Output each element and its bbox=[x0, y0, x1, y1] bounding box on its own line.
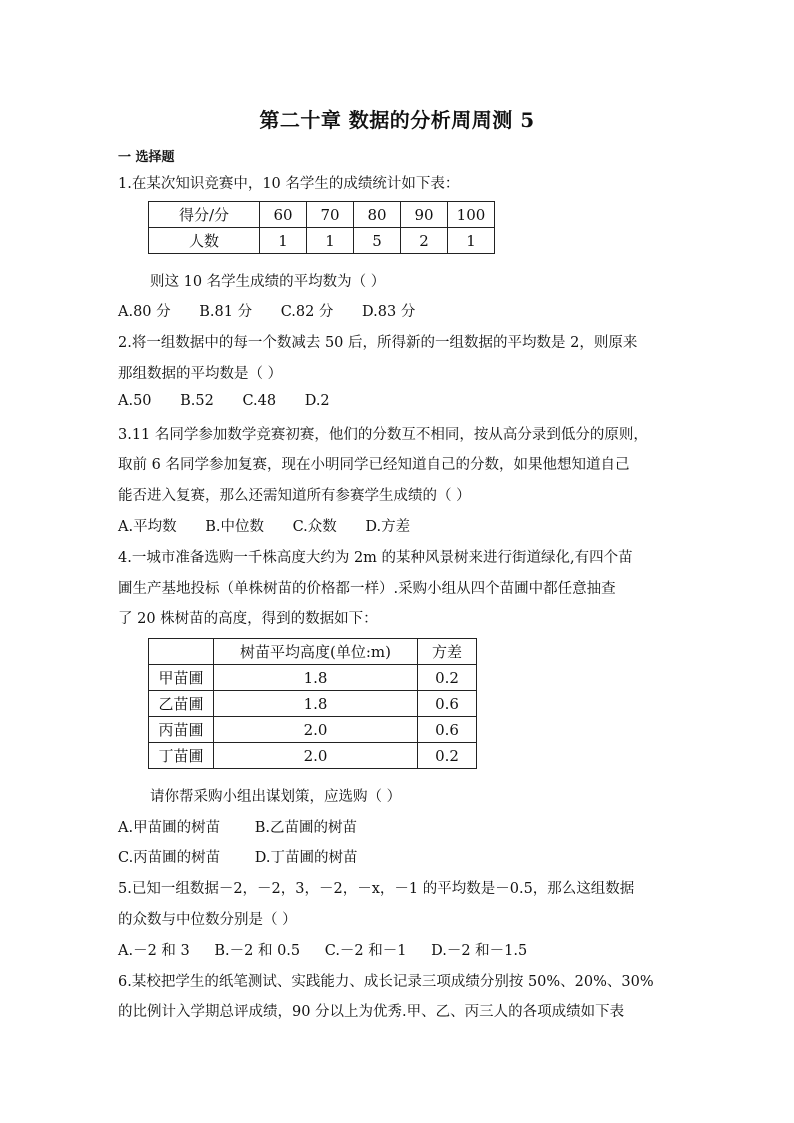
table-cell: 1 bbox=[260, 228, 307, 254]
table-cell: 1 bbox=[307, 228, 354, 254]
option-c: C.众数 bbox=[292, 519, 337, 535]
option-d: D.2 bbox=[304, 393, 330, 409]
option-d: D.83 分 bbox=[362, 304, 416, 320]
q6-line-1: 6.某校把学生的纸笔测试、实践能力、成长记录三项成绩分别按 50%、20%、30% bbox=[118, 974, 654, 990]
table-cell: 1.8 bbox=[214, 665, 418, 691]
option-b: B.中位数 bbox=[205, 519, 264, 535]
table-row bbox=[149, 691, 477, 717]
table-cell: 90 bbox=[401, 202, 448, 228]
q1-score-table bbox=[148, 201, 495, 254]
table-cell: 得分/分 bbox=[149, 202, 260, 228]
table-row bbox=[149, 202, 495, 228]
table-cell: 0.6 bbox=[418, 691, 477, 717]
table-cell: 人数 bbox=[149, 228, 260, 254]
table-cell: 丙苗圃 bbox=[149, 717, 214, 743]
q1-stem: 1.在某次知识竞赛中，10 名学生的成绩统计如下表： bbox=[118, 176, 460, 192]
table-cell: 2.0 bbox=[214, 743, 418, 769]
table-cell: 2.0 bbox=[214, 717, 418, 743]
table-cell: 60 bbox=[260, 202, 307, 228]
option-a: A.80 分 bbox=[118, 304, 171, 320]
table-row bbox=[149, 665, 477, 691]
table-header-cell: 方差 bbox=[418, 639, 477, 665]
q3-line-1: 3.11 名同学参加数学竞赛初赛，他们的分数互不相同，按从高分录到低分的原则， bbox=[118, 427, 648, 443]
q3-options bbox=[118, 515, 434, 536]
q1-question: 则这 10 名学生成绩的平均数为（ ） bbox=[150, 274, 386, 290]
table-cell bbox=[149, 639, 214, 665]
q4-question: 请你帮采购小组出谋划策，应选购（ ） bbox=[150, 789, 402, 805]
q5-line-1: 5.已知一组数据－2，－2，3，－2，－x，－1 的平均数是－0.5，那么这组数据 bbox=[118, 881, 635, 897]
table-cell: 甲苗圃 bbox=[149, 665, 214, 691]
option-c: C.82 分 bbox=[280, 304, 334, 320]
q6-line-2: 的比例计入学期总评成绩，90 分以上为优秀.甲、乙、丙三人的各项成绩如下表 bbox=[118, 1004, 625, 1020]
option-b: B.52 bbox=[180, 393, 214, 409]
option-a: A.－2 和 3 bbox=[118, 943, 190, 959]
option-d: D.－2 和－1.5 bbox=[431, 943, 528, 959]
table-cell: 0.2 bbox=[418, 743, 477, 769]
option-b: B.乙苗圃的树苗 bbox=[254, 820, 357, 836]
q2-options bbox=[118, 393, 354, 409]
table-cell: 乙苗圃 bbox=[149, 691, 214, 717]
q3-line-2: 取前 6 名同学参加复赛，现在小明同学已经知道自己的分数，如果他想知道自己 bbox=[118, 457, 630, 473]
option-a: A.甲苗圃的树苗 bbox=[118, 820, 221, 836]
table-header-cell: 树苗平均高度(单位:m) bbox=[214, 639, 418, 665]
q2-line-1: 2.将一组数据中的每一个数减去 50 后，所得新的一组数据的平均数是 2，则原来 bbox=[118, 335, 638, 351]
q4-line-2: 圃生产基地投标（单株树苗的价格都一样）.采购小组从四个苗圃中都任意抽查 bbox=[118, 581, 616, 597]
table-cell: 100 bbox=[448, 202, 495, 228]
table-cell: 70 bbox=[307, 202, 354, 228]
q3-line-3: 能否进入复赛，那么还需知道所有参赛学生成绩的（ ） bbox=[118, 488, 471, 504]
section-heading: 一 选择题 bbox=[118, 150, 175, 165]
q4-nursery-table bbox=[148, 638, 477, 769]
table-cell: 2 bbox=[401, 228, 448, 254]
table-cell: 0.2 bbox=[418, 665, 477, 691]
q5-options bbox=[118, 939, 551, 960]
option-a: A.平均数 bbox=[118, 519, 177, 535]
table-cell: 80 bbox=[354, 202, 401, 228]
q4-line-3: 了 20 株树苗的高度，得到的数据如下： bbox=[118, 611, 378, 627]
table-cell: 1.8 bbox=[214, 691, 418, 717]
option-c: C.－2 和－1 bbox=[324, 943, 407, 959]
option-d: D.丁苗圃的树苗 bbox=[254, 850, 358, 866]
q5-line-2: 的众数与中位数分别是（ ） bbox=[118, 912, 297, 928]
option-d: D.方差 bbox=[365, 519, 411, 535]
table-row bbox=[149, 743, 477, 769]
table-cell: 丁苗圃 bbox=[149, 743, 214, 769]
table-cell: 5 bbox=[354, 228, 401, 254]
table-cell: 0.6 bbox=[418, 717, 477, 743]
q4-options-row-1 bbox=[118, 816, 381, 837]
q2-line-2: 那组数据的平均数是（ ） bbox=[118, 366, 283, 382]
option-b: B.81 分 bbox=[199, 304, 253, 320]
table-row bbox=[149, 639, 477, 665]
option-a: A.50 bbox=[118, 393, 152, 409]
table-row bbox=[149, 228, 495, 254]
page-title: 第二十章 数据的分析周周测 5 bbox=[259, 108, 535, 132]
q4-options-row-2 bbox=[118, 846, 382, 867]
option-b: B.－2 和 0.5 bbox=[214, 943, 301, 959]
table-row bbox=[149, 717, 477, 743]
option-c: C.48 bbox=[242, 393, 277, 409]
table-cell: 1 bbox=[448, 228, 495, 254]
q1-options bbox=[118, 300, 439, 321]
option-c: C.丙苗圃的树苗 bbox=[118, 850, 221, 866]
q4-line-1: 4.一城市准备选购一千株高度大约为 2m 的某种风景树来进行街道绿化,有四个苗 bbox=[118, 550, 633, 566]
